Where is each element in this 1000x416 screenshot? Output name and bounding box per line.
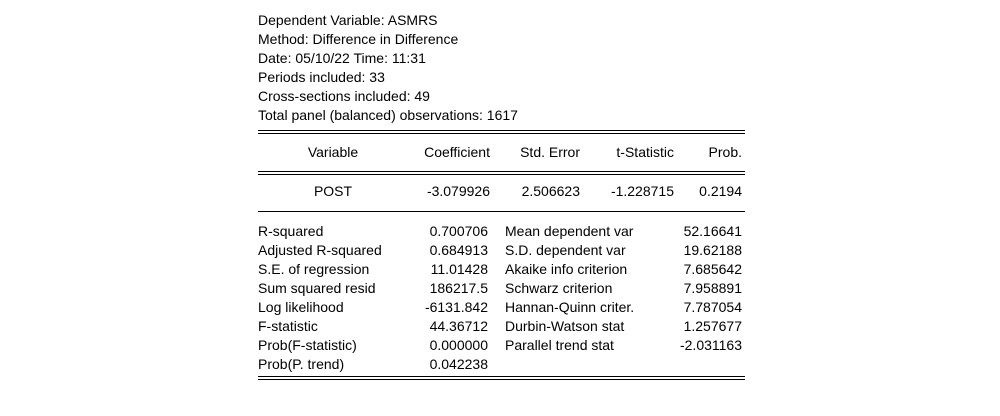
stat-value: 19.62188 — [683, 242, 742, 258]
variable-name: POST — [313, 183, 353, 199]
coefficient-value: -3.079926 — [426, 183, 490, 199]
stat-value: 0.684913 — [429, 242, 488, 258]
periods-line: Periods included: 33 — [258, 69, 385, 85]
stat-value: 0.700706 — [429, 223, 488, 239]
column-header-coefficient: Coefficient — [424, 144, 490, 160]
std-error-value: 2.506623 — [521, 183, 580, 199]
column-header-std-error: Std. Error — [520, 144, 580, 160]
method-line: Method: Difference in Difference — [258, 31, 459, 47]
stat-value: -6131.842 — [424, 299, 488, 315]
stat-label: Durbin-Watson stat — [505, 318, 625, 334]
header-separator-rule — [258, 171, 745, 175]
stat-value: 44.36712 — [429, 318, 488, 334]
observations-line: Total panel (balanced) observations: 1617 — [258, 107, 518, 123]
regression-output — [258, 0, 745, 380]
estimation-header — [258, 0, 745, 125]
stat-value: 7.685642 — [683, 261, 742, 277]
stat-value: 11.01428 — [430, 261, 488, 277]
stat-label: Hannan-Quinn criter. — [505, 299, 635, 315]
stat-label: F-statistic — [258, 318, 318, 334]
stats-row — [258, 298, 745, 317]
column-header-t-statistic: t-Statistic — [616, 144, 674, 160]
stat-label: Schwarz criterion — [505, 280, 613, 296]
stat-value: 0.000000 — [429, 337, 488, 353]
date-time-line: Date: 05/10/22 Time: 11:31 — [258, 50, 426, 66]
cross-sections-line: Cross-sections included: 49 — [258, 88, 430, 104]
stats-row — [258, 222, 745, 241]
coef-table-header-row — [258, 143, 745, 162]
stat-label: S.D. dependent var — [505, 242, 626, 258]
stat-value: -2.031163 — [679, 337, 742, 353]
stats-row — [258, 260, 745, 279]
t-statistic-value: -1.228715 — [610, 183, 674, 199]
stat-label: Mean dependent var — [505, 223, 634, 239]
stat-label: Prob(F-statistic) — [258, 337, 357, 353]
table-bottom-rule — [258, 376, 745, 380]
table-row — [258, 182, 745, 201]
stats-row — [258, 317, 745, 336]
stat-value: 7.958891 — [683, 280, 742, 296]
table-top-rule — [258, 130, 745, 134]
column-header-variable: Variable — [307, 144, 359, 160]
dependent-variable-line: Dependent Variable: ASMRS — [258, 12, 438, 28]
stats-row — [258, 355, 745, 374]
stat-label: R-squared — [258, 223, 324, 239]
stat-label: Parallel trend stat — [505, 337, 614, 353]
stat-value: 7.787054 — [683, 299, 742, 315]
stat-value: 1.257677 — [683, 318, 742, 334]
stat-value: 0.042238 — [429, 356, 488, 372]
stats-row — [258, 241, 745, 260]
stat-value: 186217.5 — [429, 280, 488, 296]
column-header-prob: Prob. — [708, 144, 742, 160]
summary-statistics — [258, 222, 745, 374]
stat-label: Log likelihood — [258, 299, 344, 315]
stats-row — [258, 279, 745, 298]
stats-row — [258, 336, 745, 355]
stat-label: Adjusted R-squared — [258, 242, 382, 258]
stat-label: Sum squared resid — [258, 280, 376, 296]
stat-label: Akaike info criterion — [505, 261, 628, 277]
stats-separator-rule — [258, 211, 745, 212]
stat-label: S.E. of regression — [258, 261, 370, 277]
stat-value: 52.16641 — [683, 223, 742, 239]
stat-label: Prob(P. trend) — [258, 356, 345, 372]
prob-value: 0.2194 — [699, 183, 742, 199]
